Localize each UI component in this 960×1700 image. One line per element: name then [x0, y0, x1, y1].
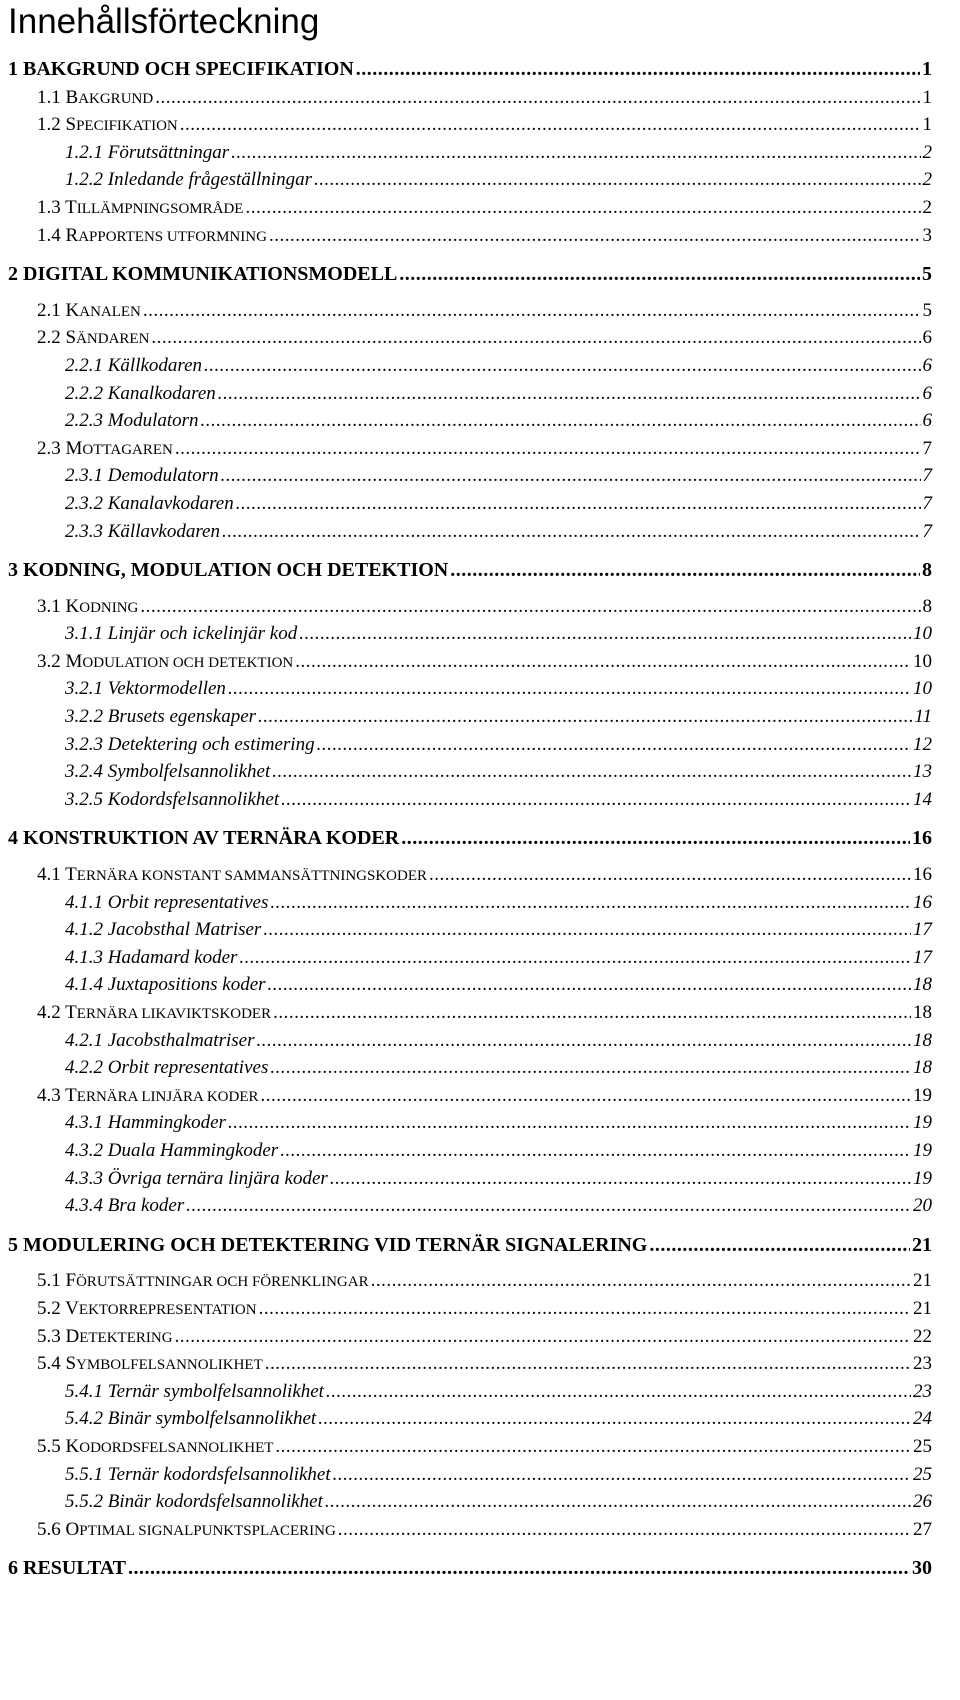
toc-page-number: 6 — [922, 354, 932, 376]
toc-entry[interactable] — [8, 435, 932, 463]
dot-leader — [275, 1433, 911, 1461]
toc-entry[interactable] — [8, 786, 932, 814]
toc-entry[interactable] — [8, 731, 932, 759]
toc-entry[interactable] — [8, 1378, 932, 1406]
toc-entry-title: 1 BAKGRUND OCH SPECIFIKATION — [8, 58, 354, 80]
toc-page-number: 6 — [922, 327, 932, 349]
toc-entry[interactable] — [8, 648, 932, 676]
page-title: Innehållsförteckning — [8, 2, 320, 41]
toc-page-number: 6 — [922, 410, 932, 432]
toc-entry-title: 4.1.3 Hadamard koder — [65, 946, 238, 968]
toc-entry-title: 2 DIGITAL KOMMUNIKATIONSMODELL — [8, 263, 398, 286]
toc-entry-title: 2.2 SÄNDAREN — [37, 327, 150, 349]
toc-page-number: 22 — [913, 1325, 932, 1347]
toc-page-number: 18 — [913, 974, 932, 996]
toc-entry-title: 1.4 RAPPORTENS UTFORMNING — [37, 224, 267, 246]
toc-entry[interactable] — [8, 916, 932, 944]
toc-entry[interactable] — [8, 1109, 932, 1137]
toc-entry-title: 3.2.1 Vektormodellen — [65, 678, 226, 700]
dot-leader — [228, 1109, 911, 1137]
dot-leader — [222, 518, 921, 546]
toc-page-number: 6 — [922, 382, 932, 404]
toc-entry[interactable] — [8, 490, 932, 518]
toc-entry-title: 4.2 TERNÄRA LIKAVIKTSKODER — [37, 1002, 272, 1023]
dot-leader — [128, 1555, 910, 1583]
toc-entry-title: 3.2.3 Detektering och estimering — [65, 733, 315, 755]
toc-entry[interactable] — [8, 194, 932, 222]
toc-entry-title: 3.1 KODNING — [37, 595, 139, 617]
toc-entry[interactable] — [8, 111, 932, 139]
dot-leader — [280, 1137, 911, 1165]
toc-page-number: 8 — [922, 595, 932, 617]
toc-entry[interactable] — [8, 944, 932, 972]
toc-entry-title: 1.2.1 Förutsättningar — [65, 141, 230, 163]
toc-page-number: 19 — [913, 1139, 932, 1161]
toc-entry[interactable] — [8, 620, 932, 648]
dot-leader — [325, 1488, 911, 1516]
toc-entry[interactable] — [8, 557, 932, 585]
toc-page-number: 5 — [922, 263, 932, 286]
dot-leader — [356, 56, 920, 84]
dot-leader — [175, 435, 921, 463]
toc-page-number: 16 — [913, 891, 932, 913]
toc-page-number: 21 — [912, 1233, 932, 1256]
dot-leader — [326, 1378, 911, 1406]
toc-page-number: 3 — [922, 224, 932, 246]
toc-page-number: 18 — [913, 1029, 932, 1051]
toc-entry-title: 5.5.1 Ternär kodordsfelsannolikhet — [65, 1463, 331, 1485]
dot-leader — [143, 297, 921, 325]
toc-page-number: 25 — [913, 1435, 932, 1457]
dot-leader — [399, 261, 920, 289]
toc-entry[interactable] — [8, 675, 932, 703]
dot-leader — [155, 84, 920, 112]
toc-page-number: 24 — [913, 1408, 932, 1430]
toc-entry[interactable] — [8, 324, 932, 352]
toc-page-number: 16 — [913, 864, 932, 886]
toc-entry[interactable] — [8, 889, 932, 917]
toc-entry[interactable] — [8, 1323, 932, 1351]
dot-leader — [175, 1323, 911, 1351]
toc-entry[interactable] — [8, 1488, 932, 1516]
toc-page-number: 1 — [922, 86, 932, 108]
toc-entry-title: 5.5 KODORDSFELSANNOLIKHET — [37, 1435, 274, 1457]
toc-entry[interactable] — [8, 1350, 932, 1378]
toc-entry-title: 6 RESULTAT — [8, 1557, 127, 1580]
toc-entry[interactable] — [8, 380, 932, 408]
dot-leader — [270, 889, 911, 917]
toc-entry-title: 5.1 FÖRUTSÄTTNINGAR OCH FÖRENKLINGAR — [37, 1270, 369, 1292]
dot-leader — [314, 166, 921, 194]
toc-entry-title: 3 KODNING, MODULATION OCH DETEKTION — [8, 559, 449, 582]
toc-entry-title: 1.3 TILLÄMPNINGSOMRÅDE — [37, 196, 244, 218]
dot-leader — [151, 324, 920, 352]
toc-page-number: 2 — [922, 141, 932, 163]
toc-entry-title: 4.1.4 Juxtapositions koder — [65, 974, 266, 996]
dot-leader — [221, 462, 921, 490]
toc-page-number: 11 — [914, 706, 932, 728]
toc-page-number: 27 — [913, 1518, 932, 1540]
dot-leader — [245, 194, 920, 222]
toc-entry-title: 4 KONSTRUKTION AV TERNÄRA KODER — [8, 827, 400, 850]
toc-page-number: 18 — [913, 1002, 932, 1023]
toc-entry[interactable] — [8, 593, 932, 621]
toc-entry-title: 4.3.4 Bra koder — [65, 1195, 185, 1217]
toc-page-number: 7 — [922, 465, 932, 487]
toc-entry-title: 5 MODULERING OCH DETEKTERING VID TERNÄR SIGNALERING — [8, 1233, 648, 1256]
toc-entry[interactable] — [8, 1405, 932, 1433]
toc-entry-title: 3.2 MODULATION OCH DETEKTION — [37, 650, 294, 672]
dot-leader — [259, 1295, 911, 1323]
toc-page-number: 23 — [913, 1380, 932, 1402]
toc-entry[interactable] — [8, 166, 932, 194]
toc-entry[interactable] — [8, 1555, 932, 1583]
toc-entry-title: 4.3 TERNÄRA LINJÄRA KODER — [37, 1084, 259, 1106]
toc-page-number: 8 — [922, 559, 932, 582]
toc-page-number: 5 — [922, 299, 932, 321]
dot-leader — [140, 593, 920, 621]
toc-entry[interactable] — [8, 261, 932, 289]
toc-entry[interactable] — [8, 518, 932, 546]
toc-page-number: 23 — [913, 1353, 932, 1375]
dot-leader — [450, 557, 920, 585]
toc-page-number: 25 — [913, 1463, 932, 1485]
toc-entry-title: 5.3 DETEKTERING — [37, 1325, 173, 1347]
toc-entry-title: 4.2.1 Jacobsthalmatriser — [65, 1029, 255, 1051]
dot-leader — [270, 1054, 911, 1082]
dot-leader — [272, 758, 911, 786]
toc-entry-title: 4.3.3 Övriga ternära linjära koder — [65, 1167, 328, 1189]
toc-entry-title: 3.2.5 Kodordsfelsannolikhet — [65, 788, 280, 810]
toc-entry-title: 5.5.2 Binär kodordsfelsannolikhet — [65, 1491, 323, 1513]
toc-entry[interactable] — [8, 1433, 932, 1461]
toc-page-number: 19 — [913, 1084, 932, 1106]
dot-leader — [218, 380, 921, 408]
dot-leader — [236, 490, 921, 518]
toc-entry[interactable] — [8, 999, 932, 1027]
dot-leader — [281, 786, 911, 814]
dot-leader — [333, 1461, 911, 1489]
dot-leader — [268, 971, 911, 999]
toc-entry[interactable] — [8, 1192, 932, 1220]
dot-leader — [256, 1027, 911, 1055]
toc-page-number: 20 — [913, 1195, 932, 1217]
toc-entry[interactable] — [8, 407, 932, 435]
toc-entry[interactable] — [8, 1165, 932, 1193]
dot-leader — [429, 861, 911, 889]
toc-entry-title: 5.2 VEKTORREPRESENTATION — [37, 1297, 257, 1319]
dot-leader — [228, 675, 911, 703]
toc-page-number: 26 — [913, 1491, 932, 1513]
toc-entry-title: 2.2.2 Kanalkodaren — [65, 382, 216, 404]
toc-page-number: 2 — [922, 196, 932, 218]
toc-entry[interactable] — [8, 1137, 932, 1165]
toc-entry[interactable] — [8, 56, 932, 84]
toc-entry[interactable] — [8, 1027, 932, 1055]
toc-entry[interactable] — [8, 758, 932, 786]
dot-leader — [295, 648, 911, 676]
dot-leader — [371, 1267, 911, 1295]
toc-page-number: 2 — [922, 169, 932, 191]
toc-entry[interactable] — [8, 1295, 932, 1323]
dot-leader — [263, 916, 911, 944]
toc-entry[interactable] — [8, 861, 932, 889]
toc-entry-title: 1.1 BAKGRUND — [37, 86, 154, 108]
toc-entry-title: 4.1.1 Orbit representatives — [65, 891, 269, 913]
toc-entry-title: 2.3.3 Källavkodaren — [65, 520, 220, 542]
toc-entry[interactable] — [8, 703, 932, 731]
toc-page-number: 7 — [922, 492, 932, 514]
dot-leader — [649, 1232, 910, 1260]
toc-entry[interactable] — [8, 222, 932, 250]
toc-page-number: 30 — [912, 1557, 932, 1580]
toc-entry-title: 2.1 KANALEN — [37, 299, 141, 321]
dot-leader — [299, 620, 911, 648]
toc-entry-title: 1.2 SPECIFIKATION — [37, 114, 178, 136]
toc-page-number: 10 — [913, 678, 932, 700]
dot-leader — [269, 222, 921, 250]
toc-page-number: 19 — [913, 1112, 932, 1134]
dot-leader — [180, 111, 921, 139]
dot-leader — [258, 703, 912, 731]
toc-entry[interactable] — [8, 84, 932, 112]
toc-entry[interactable] — [8, 139, 932, 167]
toc-entry[interactable] — [8, 1267, 932, 1295]
toc-entry-title: 4.3.2 Duala Hammingkoder — [65, 1139, 279, 1161]
dot-leader — [330, 1165, 911, 1193]
toc-entry-title: 4.2.2 Orbit representatives — [65, 1057, 269, 1079]
dot-leader — [401, 825, 910, 853]
toc-entry[interactable] — [8, 1461, 932, 1489]
toc-entry-title: 5.4.1 Ternär symbolfelsannolikhet — [65, 1380, 324, 1402]
dot-leader — [261, 1082, 912, 1110]
toc-entry-title: 4.1.2 Jacobsthal Matriser — [65, 919, 262, 941]
toc-entry[interactable] — [8, 297, 932, 325]
toc-entry[interactable] — [8, 1232, 932, 1260]
toc-entry[interactable] — [8, 1516, 932, 1544]
toc-entry-title: 5.4.2 Binär symbolfelsannolikhet — [65, 1408, 317, 1430]
toc-page-number: 17 — [913, 946, 932, 968]
toc-entry-title: 3.1.1 Linjär och ickelinjär kod — [65, 623, 298, 645]
toc-page-number: 1 — [922, 58, 932, 80]
toc-entry-title: 2.2.1 Källkodaren — [65, 354, 203, 376]
dot-leader — [186, 1192, 911, 1220]
toc-page-number: 21 — [913, 1297, 932, 1319]
toc-entry-title: 3.2.4 Symbolfelsannolikhet — [65, 761, 271, 783]
dot-leader — [338, 1516, 911, 1544]
dot-leader — [239, 944, 911, 972]
dot-leader — [231, 139, 920, 167]
toc-page-number: 17 — [913, 919, 932, 941]
toc-page-number: 10 — [913, 623, 932, 645]
dot-leader — [201, 407, 921, 435]
dot-leader — [265, 1350, 911, 1378]
table-of-contents — [8, 56, 932, 1591]
toc-entry[interactable] — [8, 1082, 932, 1110]
toc-page-number: 12 — [913, 733, 932, 755]
toc-page-number: 16 — [912, 827, 932, 850]
toc-page-number: 18 — [913, 1057, 932, 1079]
toc-page-number: 21 — [913, 1270, 932, 1292]
toc-entry[interactable] — [8, 971, 932, 999]
toc-page-number: 7 — [922, 520, 932, 542]
toc-page-number: 14 — [913, 788, 932, 810]
toc-entry-title: 2.3.2 Kanalavkodaren — [65, 492, 234, 514]
toc-entry-title: 4.3.1 Hammingkoder — [65, 1112, 226, 1134]
toc-page-number: 19 — [913, 1167, 932, 1189]
toc-entry-title: 5.4 SYMBOLFELSANNOLIKHET — [37, 1353, 263, 1375]
toc-page-number: 13 — [913, 761, 932, 783]
toc-page-number: 7 — [922, 437, 932, 459]
toc-entry-title: 5.6 OPTIMAL SIGNALPUNKTSPLACERING — [37, 1518, 336, 1540]
toc-entry-title: 1.2.2 Inledande frågeställningar — [65, 169, 312, 191]
dot-leader — [273, 999, 911, 1027]
dot-leader — [204, 352, 920, 380]
toc-entry[interactable] — [8, 825, 932, 853]
toc-page-number: 10 — [913, 650, 932, 672]
toc-entry-title: 2.2.3 Modulatorn — [65, 410, 199, 432]
toc-entry[interactable] — [8, 1054, 932, 1082]
toc-entry[interactable] — [8, 462, 932, 490]
toc-entry-title: 2.3.1 Demodulatorn — [65, 465, 219, 487]
dot-leader — [317, 731, 911, 759]
toc-entry-title: 2.3 MOTTAGAREN — [37, 437, 173, 459]
toc-entry-title: 4.1 TERNÄRA KONSTANT SAMMANSÄTTNINGSKODER — [37, 864, 428, 886]
toc-entry[interactable] — [8, 352, 932, 380]
toc-entry-title: 3.2.2 Brusets egenskaper — [65, 706, 257, 728]
toc-page-number: 1 — [922, 114, 932, 136]
dot-leader — [318, 1405, 911, 1433]
